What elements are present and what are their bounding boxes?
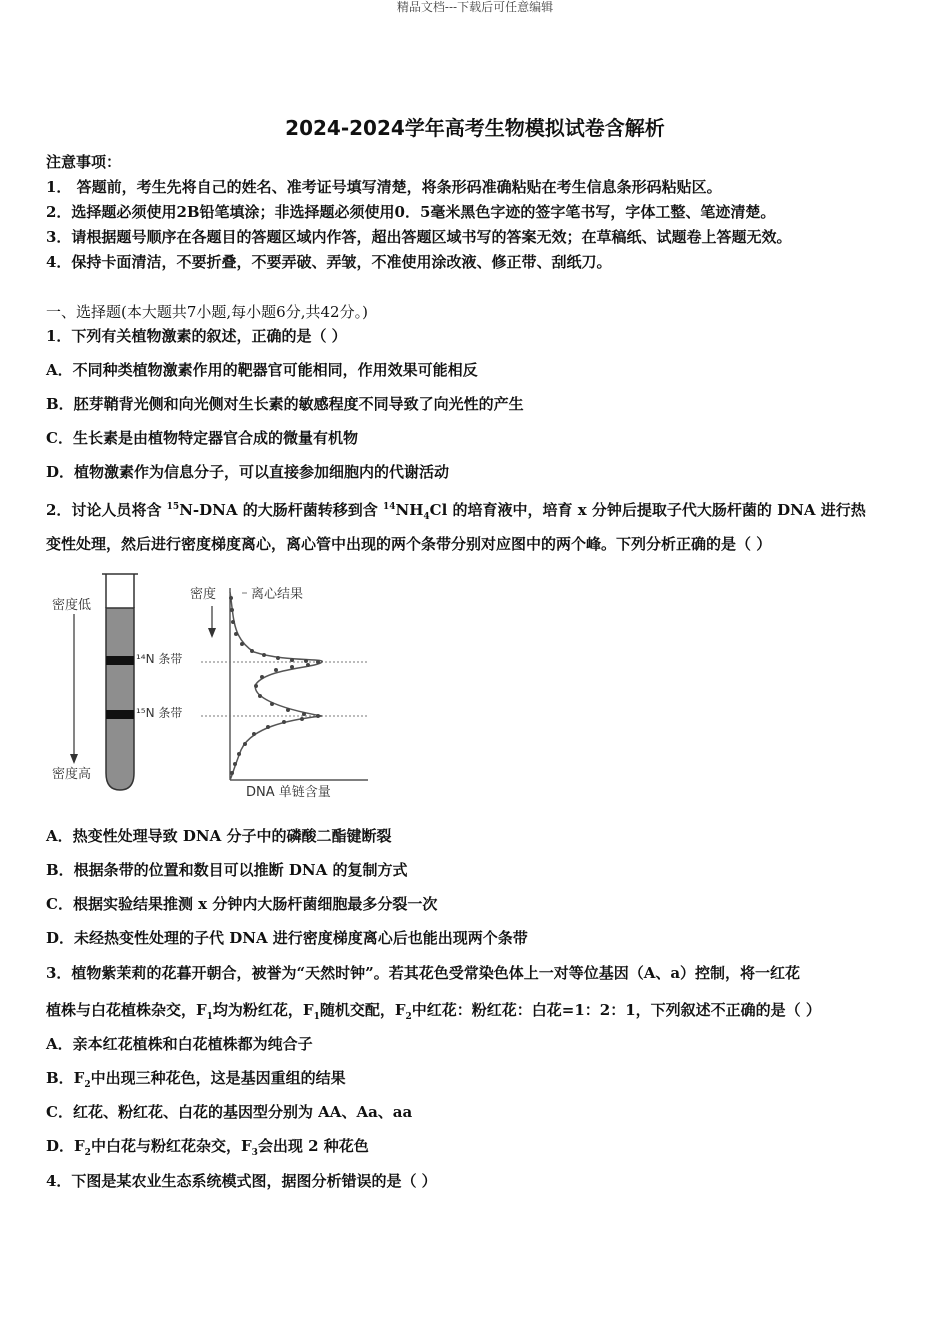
x-axis-label: DNA 单链含量 <box>246 785 331 800</box>
question-2-stem-line2: 变性处理，然后进行密度梯度离心，离心管中出现的两个条带分别对应图中的两个峰。下列分析正确的是（ ） <box>46 535 772 553</box>
question-1-option-b: B．胚芽鞘背光侧和向光侧对生长素的敏感程度不同导致了向光性的产生 <box>46 395 524 413</box>
question-3-option-b: B．$F_2$中出现三种花色，这是基因重组的结果 <box>46 1069 346 1090</box>
question-3-stem-line1: 3．植物紫茉莉的花暮开朝合，被誉为“天然时钟”。若其花色受常染色体上一对等位基因（A、a）控制，将一红花 <box>46 964 801 982</box>
question-3-option-a: A．亲本红花植株和白花植株都为纯合子 <box>46 1035 313 1053</box>
question-1-option-a: A．不同种类植物激素作用的靶器官可能相同，作用效果可能相反 <box>46 361 478 379</box>
page-title: 2024-2024学年高考生物模拟试卷含解析 <box>285 116 665 140</box>
question-2-option-d: D．未经热变性处理的子代 DNA 进行密度梯度离心后也能出现两个条带 <box>46 929 528 947</box>
result-label: 离心结果 <box>251 587 304 602</box>
question-2-option-a: A．热变性处理导致 DNA 分子中的磷酸二酯键断裂 <box>46 827 392 845</box>
note-item: 1． 答题前，考生先将自己的姓名、准考证号填写清楚，将条形码准确粘贴在考生信息条形码粘贴区。 <box>46 178 722 196</box>
question-3-stem-line2: 植株与白花植株杂交，$F_1$均为粉红花，$F_1$随机交配，$F_2$中红花：粉红花：白花=1：2：1，下列叙述不正确的是（ ） <box>46 1001 821 1022</box>
question-4-stem: 4．下图是某农业生态系统模式图，据图分析错误的是（ ） <box>46 1172 437 1190</box>
note-item: 4．保持卡面清洁，不要折叠，不要弄破、弄皱，不准使用涂改液、修正带、刮纸刀。 <box>46 253 612 271</box>
density-arrow-head <box>70 754 78 764</box>
note-item: 3．请根据题号顺序在各题目的答题区域内作答，超出答题区域书写的答案无效；在草稿纸、试题卷上答题无效。 <box>46 228 792 246</box>
notes-heading: 注意事项： <box>46 153 122 171</box>
question-1-stem: 1．下列有关植物激素的叙述，正确的是（ ） <box>46 327 347 345</box>
page-header: 精品文档---下载后可任意编辑 <box>396 0 554 14</box>
centrifuge-tube <box>102 574 138 790</box>
section-heading: 一、选择题(本大题共7小题,每小题6分,共42分。) <box>46 303 368 321</box>
n14-band <box>106 656 134 665</box>
question-3-option-c: C．红花、粉红花、白花的基因型分别为 AA、Aa、aa <box>46 1103 413 1121</box>
centrifuge-figure <box>46 568 396 808</box>
n15-band <box>106 710 134 719</box>
n14-band-label: ¹⁴N 条带 <box>136 652 183 666</box>
question-2-option-b: B．根据条带的位置和数目可以推断 DNA 的复制方式 <box>46 861 408 879</box>
density-axis-label: 密度 <box>190 587 217 602</box>
low-density-label: 密度低 <box>52 598 92 613</box>
high-density-label: 密度高 <box>52 767 92 782</box>
note-item: 2．选择题必须使用2B铅笔填涂；非选择题必须使用0．5毫米黑色字迹的签字笔书写，字体工整、笔迹清楚。 <box>46 203 776 221</box>
question-2-stem-line1: 2．讨论人员将含 $^{15}$N-DNA 的大肠杆菌转移到含 $^{14}NH_4Cl$ 的培育液中，培育 x 分钟后提取子代大肠杆菌的 DNA 进行热 <box>46 501 866 522</box>
centrifuge-curve <box>230 592 322 780</box>
question-3-option-d: D．$F_2$中白花与粉红花杂交，$F_3$会出现 2 种花色 <box>46 1137 369 1158</box>
n15-band-label: ¹⁵N 条带 <box>136 706 183 720</box>
question-1-option-c: C．生长素是由植物特定器官合成的微量有机物 <box>46 429 358 447</box>
question-2-option-c: C．根据实验结果推测 x 分钟内大肠杆菌细胞最多分裂一次 <box>46 895 438 913</box>
question-1-option-d: D．植物激素作为信息分子，可以直接参加细胞内的代谢活动 <box>46 463 450 481</box>
